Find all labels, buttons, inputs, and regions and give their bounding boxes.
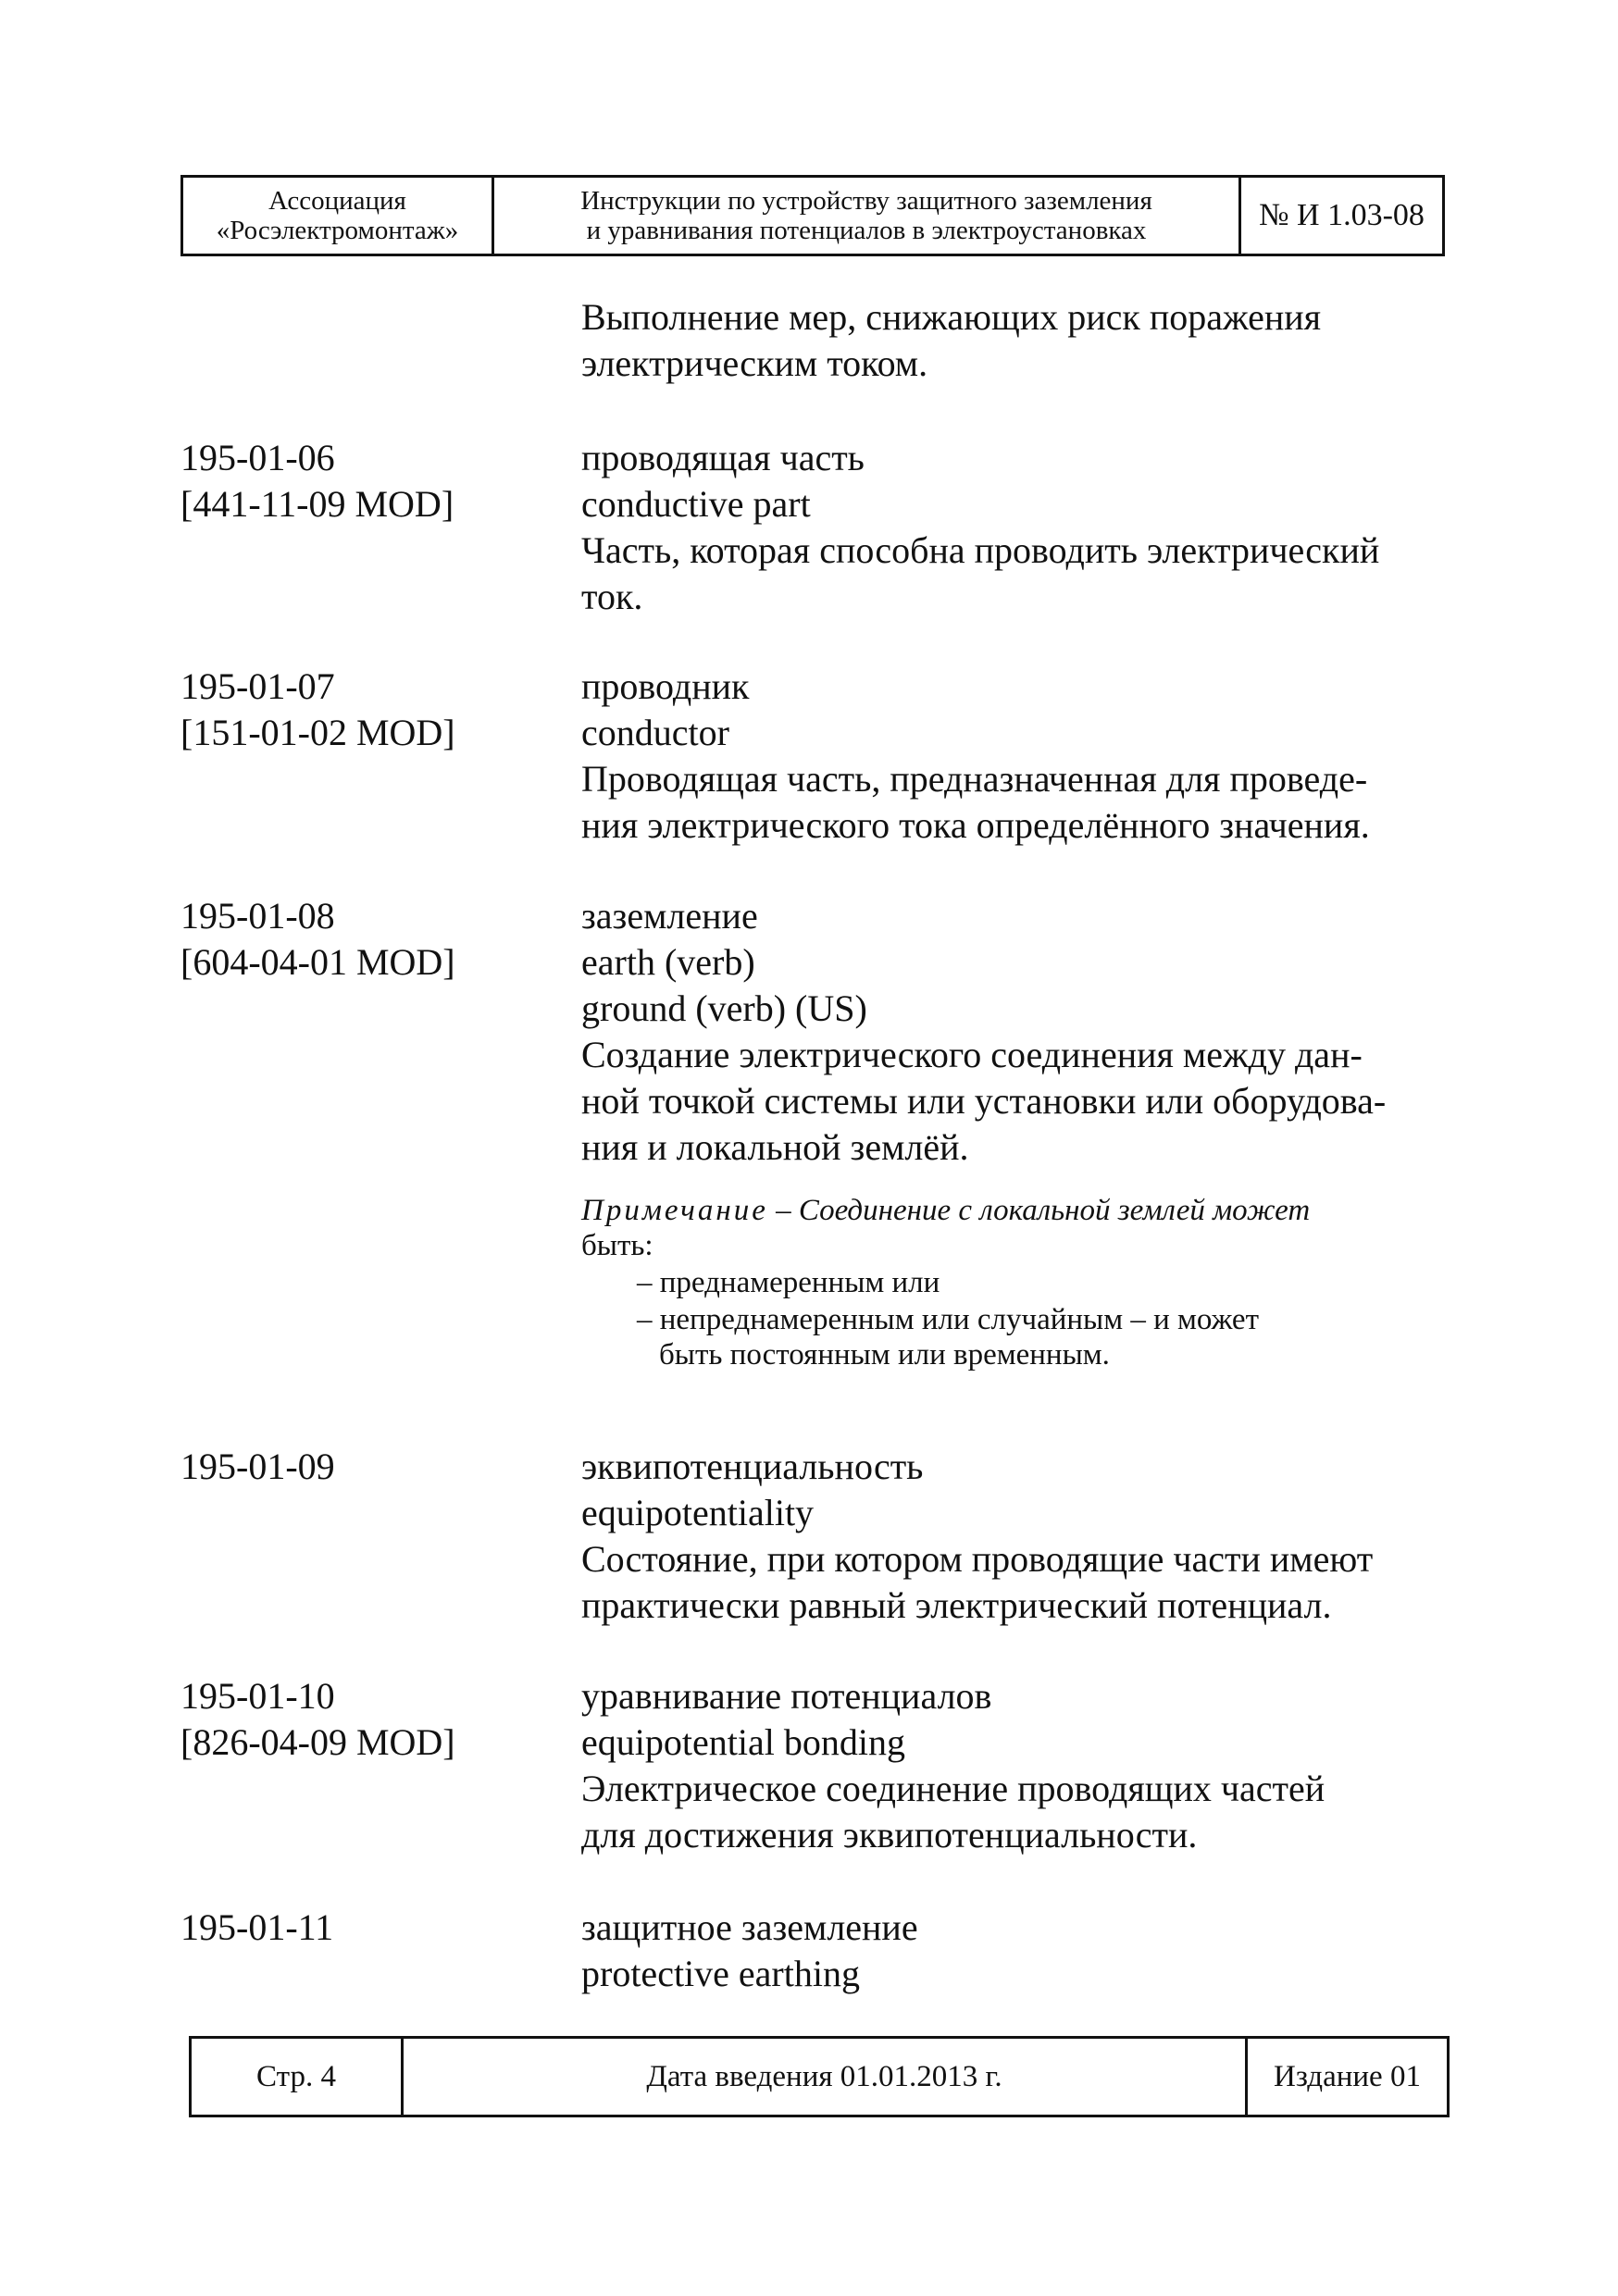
term-number: 195-01-08 (180, 895, 335, 937)
term-en: earth (verb) (581, 941, 755, 983)
term-en: equipotentiality (581, 1492, 815, 1533)
header-table (180, 175, 1445, 256)
header-organization-cell (183, 178, 494, 254)
note-label: Примечание (581, 1194, 768, 1227)
term-number: 195-01-09 (180, 1446, 335, 1487)
footer-edition: Издание 01 (1274, 2059, 1421, 2093)
term-ru: эквипотенциальность (581, 1446, 924, 1487)
header-org-line2: «Росэлектромонтаж» (216, 216, 459, 245)
term-definition-line: ток. (581, 576, 643, 617)
term-definition-line: Состояние, при котором проводящие части имеют (581, 1538, 1374, 1580)
header-title-line2: и уравнивания потенциалов в электроустановках (586, 216, 1147, 245)
header-doc-number: № И 1.03-08 (1259, 198, 1425, 232)
term-number: 195-01-10 (180, 1675, 335, 1717)
term-en: conductive part (581, 483, 811, 525)
header-title-cell (494, 178, 1241, 254)
term-ru: заземление (581, 895, 758, 937)
term-en: conductor (581, 712, 729, 753)
term-definition-line: практически равный электрический потенциал. (581, 1584, 1332, 1626)
term-en-alt: ground (verb) (US) (581, 987, 867, 1029)
footer-page-number: Стр. 4 (192, 2039, 404, 2115)
footer-table (189, 2036, 1450, 2117)
note-list-item-cont: быть постоянным или временным. (659, 1338, 1110, 1371)
term-en: protective earthing (581, 1953, 860, 1994)
note-text: – Соединение с локальной землей может (767, 1194, 1311, 1227)
term-definition-line: Проводящая часть, предназначенная для проведе- (581, 758, 1368, 800)
term-en: equipotential bonding (581, 1721, 905, 1763)
term-reference: [604-04-01 MOD] (180, 941, 455, 983)
term-reference: [151-01-02 MOD] (180, 712, 455, 753)
footer-introduction-date: Дата введения 01.01.2013 г. (404, 2039, 1248, 2115)
note-list-item: – преднамеренным или (637, 1266, 940, 1299)
term-number: 195-01-11 (180, 1906, 334, 1948)
term-definition-line: Электрическое соединение проводящих частей (581, 1768, 1326, 1809)
term-reference: [826-04-09 MOD] (180, 1721, 455, 1763)
intro-line1: Выполнение мер, снижающих риск поражения (581, 296, 1322, 338)
header-org-line1: Ассоциация (268, 186, 406, 216)
intro-line2: электрическим током. (581, 342, 928, 384)
term-definition-line: ния и локальной землёй. (581, 1126, 969, 1168)
term-definition-line: ния электрического тока определённого значения. (581, 804, 1370, 846)
note-first-line (581, 1192, 1310, 1229)
term-number: 195-01-06 (180, 437, 335, 478)
term-definition-line: Часть, которая способна проводить электрический (581, 529, 1380, 571)
note-list-item: – непреднамеренным или случайным – и может (637, 1303, 1260, 1336)
note-block (581, 1192, 1446, 1377)
header-title-line1: Инструкции по устройству защитного заземления (580, 186, 1152, 216)
term-ru: проводник (581, 665, 750, 707)
term-ru: уравнивание потенциалов (581, 1675, 992, 1717)
term-definition-line: для достижения эквипотенциальности. (581, 1814, 1198, 1855)
term-ru: проводящая часть (581, 437, 865, 478)
term-reference: [441-11-09 MOD] (180, 483, 454, 525)
note-text-line2: быть: (581, 1229, 653, 1262)
term-definition-line: ной точкой системы или установки или оборудова- (581, 1080, 1387, 1122)
term-ru: защитное заземление (581, 1906, 918, 1948)
term-number: 195-01-07 (180, 665, 335, 707)
term-definition-line: Создание электрического соединения между дан- (581, 1034, 1363, 1075)
